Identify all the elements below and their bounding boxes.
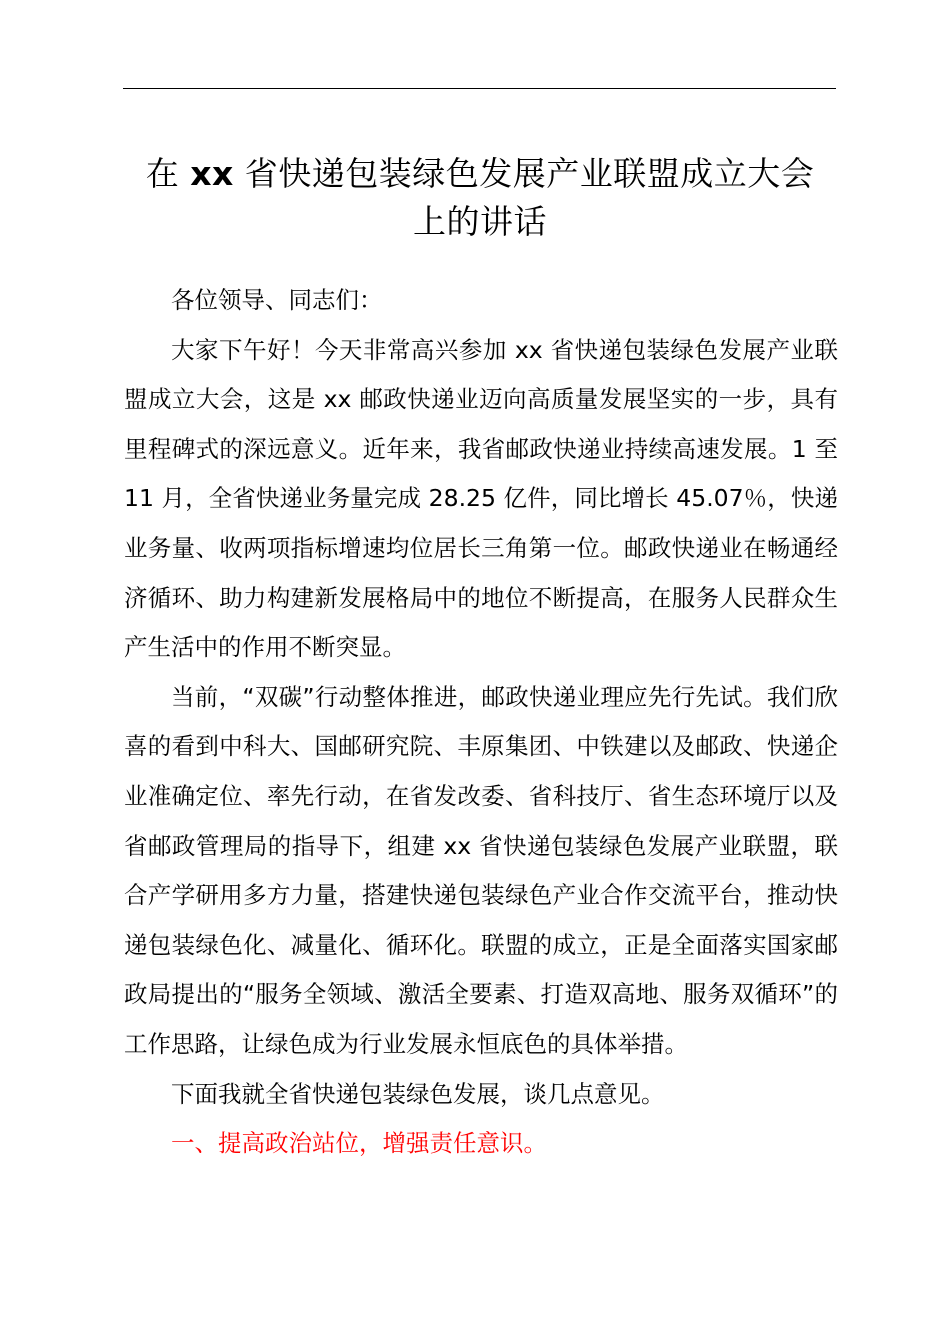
paragraph-dual-carbon: 当前，“双碳”行动整体推进，邮政快递业理应先行先试。我们欣喜的看到中科大、国邮研究院、丰原集团、中铁建以及邮政、快递企业准确定位、率先行动，在省发改委、省科技厅、省生态环境厅以及省邮政管理局的指导下，组建 xx 省快递包装绿色发展产业联盟，联合产学研用多方力量，搭建快递包装绿色产业合作交流平台，推动快递包装绿色化、减量化、循环化。联盟的成立，正是全面落实国家邮政局提出的“服务全领域、激活全要素、打造双高地、服务双循环”的工作思路，让绿色成为行业发展永恒底色的具体举措。 <box>124 682 838 1058</box>
salutation: 各位领导、同志们： <box>171 286 383 314</box>
header-rule <box>123 88 836 89</box>
paragraph-opening: 大家下午好！今天非常高兴参加 xx 省快递包装绿色发展产业联盟成立大会，这是 xx 邮政快递业迈向高质量发展坚实的一步，具有里程碑式的深远意义。近年来，我省邮政快递业持续高速发展。1 至 11 月，全省快递业务量完成 28.25 亿件，同比增长 45.07％，快递业务量、收两项指标增速均位居长三角第一位。邮政快递业在畅通经济循环、助力构建新发展格局中的地位不断提高，在服务人民群众生产生活中的作用不断突显。 <box>124 335 838 662</box>
title-line-1 <box>110 150 850 198</box>
title-rest: 省快递包装绿色发展产业联盟成立大会 <box>233 154 815 193</box>
document-title <box>110 150 850 246</box>
title-line-2: 上的讲话 <box>413 202 547 241</box>
title-prefix: 在 <box>145 154 191 193</box>
section-heading-1: 一、提高政治站位，增强责任意识。 <box>171 1129 547 1158</box>
paragraph-transition: 下面我就全省快递包装绿色发展，谈几点意见。 <box>171 1079 665 1108</box>
speech-body <box>124 276 838 1169</box>
title-placeholder-bold: xx <box>190 154 234 193</box>
